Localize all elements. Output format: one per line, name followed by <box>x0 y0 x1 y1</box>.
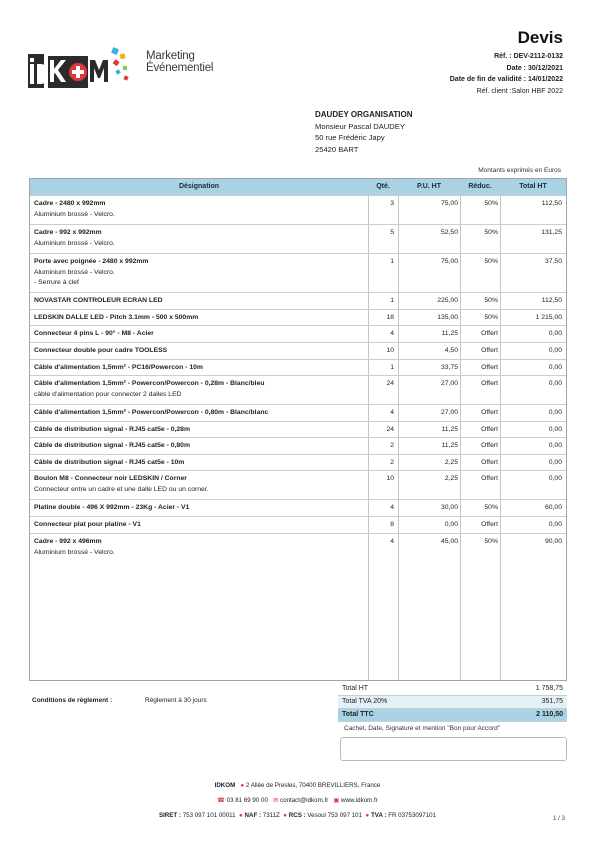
naf-label: NAF : <box>244 812 262 819</box>
row-title: Cadre - 992 x 496mm <box>34 538 102 545</box>
web-icon: ▣ <box>333 797 340 804</box>
row-designation <box>34 379 368 400</box>
footer-web[interactable]: www.idkom.fr <box>341 797 378 804</box>
row-qty: 24 <box>386 426 394 433</box>
row-title: Câble de distribution signal - RJ45 cat5e - 0,28m <box>34 426 190 433</box>
rcs-value: Vesoul 753 097 101 <box>307 812 363 819</box>
header-reduc: Réduc. <box>468 183 492 190</box>
document-title: Devis <box>517 28 563 47</box>
row-designation <box>34 474 368 495</box>
table-row <box>30 253 566 293</box>
table-row <box>30 454 566 471</box>
row-designation <box>34 408 368 419</box>
row-title: Connecteur plat pour platine - V1 <box>34 521 141 528</box>
row-title: Connecteur 4 pins L - 90° - M8 - Acier <box>34 330 154 337</box>
page-number: 1 / 3 <box>552 815 565 822</box>
row-title: Platine double - 496 X 992mm - 23Kg - Acier - V1 <box>34 504 190 511</box>
row-discount: 50% <box>484 229 498 236</box>
recipient-contact: Monsieur Pascal DAUDEY <box>315 121 405 131</box>
row-title: Connecteur double pour cadre TOOLESS <box>34 347 168 354</box>
row-qty: 2 <box>390 459 394 466</box>
row-unit-price: 30,00 <box>440 504 458 511</box>
row-qty: 18 <box>386 314 394 321</box>
row-total: 0,00 <box>548 521 562 528</box>
row-qty: 1 <box>390 258 394 265</box>
row-discount: Offert <box>481 380 498 387</box>
validity-line: Date de fin de validité : 14/01/2022 <box>449 76 563 83</box>
row-discount: 50% <box>484 297 498 304</box>
row-title: Câble d'alimentation 1,5mm² - Powercon/Powercon - 0,80m - Blanc/blanc <box>34 409 269 416</box>
table-row <box>30 516 566 534</box>
row-designation <box>34 199 368 220</box>
date-line: Date : 30/12/2021 <box>506 64 563 72</box>
row-designation <box>34 296 368 307</box>
row-title: Boulon M8 - Connecteur noir LEDSKIN / Corner <box>34 475 187 482</box>
row-total: 0,00 <box>548 475 562 482</box>
row-discount: Offert <box>481 347 498 354</box>
row-total: 0,00 <box>548 364 562 371</box>
table-row <box>30 325 566 343</box>
row-unit-price: 52,50 <box>440 229 458 236</box>
row-total: 60,00 <box>544 504 562 511</box>
footer-address: 2 Allée de Presles, 70400 BREVILLIERS, France <box>245 782 381 789</box>
row-designation <box>34 520 368 531</box>
email-icon: ✉ <box>273 797 279 804</box>
footer-email[interactable]: contact@idkom.fr <box>280 797 329 804</box>
row-total: 112,50 <box>541 200 562 207</box>
row-qty: 4 <box>390 504 394 511</box>
date-value: 30/12/2021 <box>527 64 563 72</box>
document-meta <box>450 51 563 97</box>
row-description: Connecteur entre un cadre et une dalle LED ou un corner. <box>34 485 209 493</box>
row-total: 0,00 <box>548 426 562 433</box>
row-title: Câble de distribution signal - RJ45 cat5e - 10m <box>34 459 185 466</box>
total-ttc-row <box>338 709 567 722</box>
siret-value: 753 097 101 00011 <box>182 812 236 819</box>
row-qty: 10 <box>386 347 394 354</box>
logo-line-evenementiel: Événementiel <box>146 62 214 74</box>
row-unit-price: 27,00 <box>440 409 458 416</box>
total-ht-row <box>338 683 567 696</box>
quote-table <box>29 178 567 681</box>
recipient-address <box>315 109 413 155</box>
table-row <box>30 309 566 326</box>
signature-label: Cachet, Date, Signature et mention "Bon pour Accord" <box>344 725 501 732</box>
row-designation <box>34 329 368 340</box>
row-discount: Offert <box>481 475 498 482</box>
row-discount: Offert <box>481 426 498 433</box>
total-tva-row <box>338 696 567 709</box>
row-total: 0,00 <box>548 459 562 466</box>
row-unit-price: 11,25 <box>441 426 458 433</box>
row-qty: 2 <box>390 442 394 449</box>
ref-value: DEV-2112-0132 <box>513 53 563 60</box>
row-discount: 50% <box>484 258 498 265</box>
row-discount: 50% <box>484 200 498 207</box>
row-qty: 1 <box>390 364 394 371</box>
siret-label: SIRET : <box>158 812 181 819</box>
table-header <box>30 179 566 195</box>
naf-value: 7311Z <box>262 812 280 819</box>
row-unit-price: 4,50 <box>444 347 458 354</box>
row-discount: Offert <box>481 364 498 371</box>
payment-conditions-label: Conditions de règlement : <box>32 697 113 704</box>
row-description: - Serrure à clef <box>34 279 79 286</box>
row-total: 1 215,00 <box>535 314 562 321</box>
row-designation <box>34 346 368 357</box>
table-row <box>30 342 566 360</box>
row-description: câble d'alimentation pour connecter 2 dalles LED <box>34 390 182 398</box>
row-unit-price: 135,00 <box>437 314 458 321</box>
ref-line: Réf. : DEV-2112-0132 <box>494 53 563 60</box>
row-designation <box>34 458 368 469</box>
row-description: Aluminium brossé - Velcro. <box>34 548 115 556</box>
footer-legal-line <box>0 812 595 819</box>
bullet-icon: ● <box>239 812 243 819</box>
row-designation <box>34 363 368 374</box>
row-qty: 4 <box>390 330 394 337</box>
row-unit-price: 11,25 <box>441 442 458 449</box>
row-title: Porte avec poignée - 2480 x 992mm <box>34 258 149 265</box>
row-designation <box>34 537 368 558</box>
row-qty: 10 <box>386 475 394 482</box>
row-unit-price: 2,25 <box>444 475 458 482</box>
row-description: Aluminium brossé - Velcro. <box>34 268 115 276</box>
row-unit-price: 11,25 <box>441 330 458 337</box>
row-unit-price: 0,00 <box>444 521 458 528</box>
location-pin-icon: ● <box>240 782 245 789</box>
table-row <box>30 224 566 254</box>
row-total: 0,00 <box>548 442 562 449</box>
currency-note: Montants exprimés en Euros <box>478 167 561 174</box>
header-designation: Désignation <box>178 183 220 190</box>
row-discount: Offert <box>481 521 498 528</box>
row-total: 0,00 <box>548 409 562 416</box>
signature-box[interactable] <box>340 737 567 761</box>
table-row <box>30 404 566 422</box>
row-discount: Offert <box>481 409 498 416</box>
row-discount: 50% <box>484 538 498 545</box>
header-pu: P.U. HT <box>417 183 441 190</box>
recipient-street: 50 rue Frédéric Japy <box>315 133 385 142</box>
client-ref-value: Salon HBF 2022 <box>511 87 563 95</box>
total-tva-value: 351,75 <box>541 698 563 705</box>
total-ht-label: Total HT <box>342 685 369 692</box>
table-row <box>30 375 566 405</box>
row-discount: Offert <box>481 459 498 466</box>
row-total: 131,25 <box>541 229 562 236</box>
row-designation <box>34 441 368 452</box>
footer-address-line <box>0 782 595 789</box>
table-row <box>30 292 566 310</box>
table-row <box>30 499 566 517</box>
client-ref-line: Réf. client :Salon HBF 2022 <box>476 87 563 95</box>
row-unit-price: 33,75 <box>440 364 458 371</box>
row-discount: Offert <box>481 330 498 337</box>
row-description: Aluminium brossé - Velcro. <box>34 210 115 218</box>
table-row <box>30 421 566 438</box>
row-qty: 24 <box>386 380 394 387</box>
bullet-icon: ● <box>283 812 288 819</box>
table-row <box>30 470 566 500</box>
company-logo <box>28 44 218 88</box>
total-ttc-value: 2 110,50 <box>536 711 563 718</box>
idkom-logo-mark <box>28 44 132 88</box>
row-total: 90,00 <box>544 538 562 545</box>
table-row <box>30 195 566 225</box>
logo-line-marketing: Marketing <box>146 50 195 62</box>
row-unit-price: 75,00 <box>440 258 458 265</box>
validity-value: 14/01/2022 <box>527 76 563 83</box>
row-title: NOVASTAR CONTROLEUR ECRAN LED <box>34 297 163 304</box>
row-designation <box>34 425 368 436</box>
header-qty: Qté. <box>376 183 390 190</box>
row-title: Cadre - 2480 x 992mm <box>34 200 106 207</box>
total-ht-value: 1 758,75 <box>535 685 563 692</box>
row-designation <box>34 228 368 249</box>
bullet-icon: ● <box>365 812 370 819</box>
total-ttc-label: Total TTC <box>342 711 374 718</box>
row-description: Aluminium brossé - Velcro. <box>34 239 115 247</box>
row-unit-price: 2,25 <box>444 459 458 466</box>
row-title: Cadre - 992 x 992mm <box>34 229 102 236</box>
recipient-org: DAUDEY ORGANISATION <box>315 110 413 119</box>
row-total: 0,00 <box>548 347 562 354</box>
row-title: Câble d'alimentation 1,5mm² - PC16/Powercon - 10m <box>34 364 203 371</box>
row-title: Câble de distribution signal - RJ45 cat5e - 0,80m <box>34 442 190 449</box>
table-row <box>30 533 566 683</box>
row-designation <box>34 503 368 514</box>
rcs-label: RCS : <box>288 812 306 819</box>
footer-phone: 03 81 69 90 00 <box>226 797 268 804</box>
row-unit-price: 27,00 <box>440 380 458 387</box>
payment-conditions-value: Règlement à 30 jours <box>145 697 207 704</box>
tva-label: TVA : <box>371 812 387 819</box>
table-row <box>30 359 566 376</box>
tva-value: FR 03753097101 <box>388 812 437 819</box>
row-qty: 5 <box>390 229 394 236</box>
row-designation <box>34 313 368 324</box>
row-title: LEDSKIN DALLE LED - Pitch 3.1mm - 500 x 500mm <box>34 314 199 321</box>
row-total: 0,00 <box>548 330 562 337</box>
footer-contact-line <box>0 797 595 804</box>
total-tva-label: Total TVA 20% <box>342 698 388 705</box>
row-unit-price: 75,00 <box>440 200 458 207</box>
row-discount: 50% <box>484 314 498 321</box>
row-qty: 4 <box>390 409 394 416</box>
row-discount: Offert <box>481 442 498 449</box>
row-designation <box>34 257 368 289</box>
row-total: 0,00 <box>548 380 562 387</box>
row-unit-price: 225,00 <box>437 297 458 304</box>
row-qty: 4 <box>390 538 394 545</box>
row-title: Câble d'alimentation 1,5mm² - Powercon/Powercon - 0,28m - Blanc/bleu <box>34 380 265 387</box>
table-row <box>30 437 566 455</box>
recipient-city: 25420 BART <box>315 144 359 154</box>
totals-block <box>338 683 567 722</box>
row-qty: 1 <box>390 297 394 304</box>
row-qty: 3 <box>390 200 394 207</box>
row-discount: 50% <box>484 504 498 511</box>
header-total: Total HT <box>519 183 547 190</box>
row-unit-price: 45,00 <box>440 538 458 545</box>
phone-icon: ☎ <box>217 797 225 804</box>
row-total: 112,50 <box>541 297 562 304</box>
row-qty: 8 <box>390 521 394 528</box>
footer-company: IDKOM <box>214 782 236 789</box>
row-total: 37,50 <box>544 258 562 265</box>
